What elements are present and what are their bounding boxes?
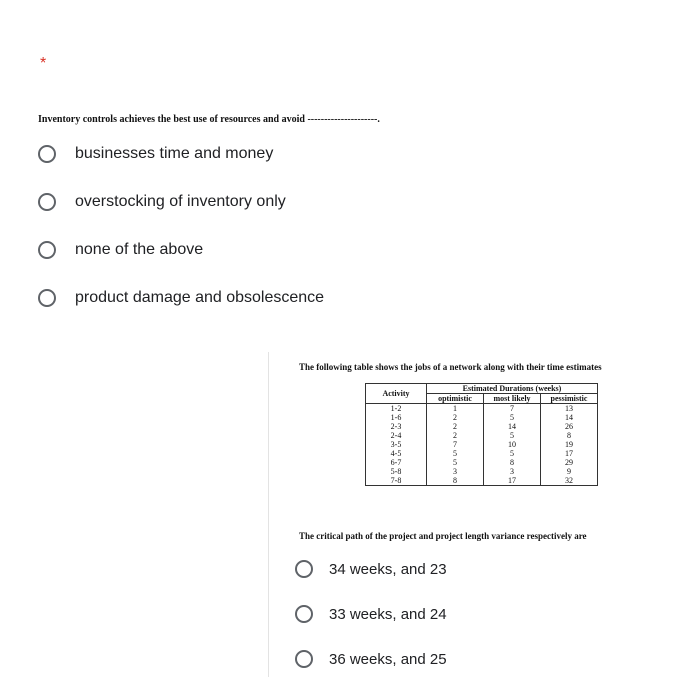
optimistic-cell: 5 [427,449,484,458]
table-row [366,440,598,449]
radio-circle-icon[interactable] [38,145,56,163]
optimistic-cell: 2 [427,431,484,440]
pessimistic-cell: 19 [541,440,598,449]
q1-option-1[interactable] [38,145,273,163]
job-duration-table [365,383,598,486]
radio-circle-icon[interactable] [38,193,56,211]
activity-cell: 3-5 [366,440,427,449]
activity-cell: 5-8 [366,467,427,476]
pessimistic-cell: 32 [541,476,598,486]
activity-cell: 7-8 [366,476,427,486]
q2-option-1[interactable] [295,560,447,578]
activity-header: Activity [366,384,427,404]
radio-circle-icon[interactable] [38,241,56,259]
most-likely-cell: 17 [484,476,541,486]
table-row [366,467,598,476]
activity-cell: 1-6 [366,413,427,422]
optimistic-header: optimistic [427,394,484,404]
q1-option-3-label: none of the above [75,241,204,258]
pessimistic-cell: 26 [541,422,598,431]
table-row [366,413,598,422]
most-likely-cell: 5 [484,431,541,440]
table-row [366,422,598,431]
optimistic-cell: 5 [427,458,484,467]
optimistic-cell: 7 [427,440,484,449]
required-asterisk: * [40,55,47,72]
pessimistic-cell: 14 [541,413,598,422]
pessimistic-cell: 9 [541,467,598,476]
pessimistic-cell: 8 [541,431,598,440]
radio-circle-icon[interactable] [295,560,313,578]
most-likely-cell: 3 [484,467,541,476]
optimistic-cell: 8 [427,476,484,486]
q1-option-4[interactable] [38,289,324,307]
q1-option-4-label: product damage and obsolescence [75,289,325,306]
most-likely-cell: 10 [484,440,541,449]
radio-circle-icon[interactable] [295,605,313,623]
most-likely-cell: 5 [484,413,541,422]
q1-option-2-label: overstocking of inventory only [75,193,286,210]
q2-option-3[interactable] [295,650,447,668]
question2-block [268,352,689,677]
question2-intro: The following table shows the jobs of a network along with their time estimates [299,362,602,372]
optimistic-cell: 1 [427,404,484,414]
table-row [366,476,598,486]
radio-circle-icon[interactable] [38,289,56,307]
q2-option-1-label: 34 weeks, and 23 [329,560,447,578]
most-likely-cell: 5 [484,449,541,458]
pessimistic-cell: 13 [541,404,598,414]
table-row [366,404,598,414]
pessimistic-cell: 17 [541,449,598,458]
table-row [366,458,598,467]
question2-prompt: The critical path of the project and project length variance respectively are [299,531,587,541]
optimistic-cell: 2 [427,422,484,431]
activity-cell: 2-3 [366,422,427,431]
pessimistic-header: pessimistic [541,394,598,404]
radio-circle-icon[interactable] [295,650,313,668]
table-row [366,449,598,458]
q2-option-2[interactable] [295,605,447,623]
q2-option-3-label: 36 weeks, and 25 [329,650,447,668]
most-likely-header: most likely [484,394,541,404]
q1-option-1-label: businesses time and money [75,145,274,162]
activity-cell: 6-7 [366,458,427,467]
table-row [366,431,598,440]
activity-cell: 2-4 [366,431,427,440]
q1-option-3[interactable] [38,241,203,259]
optimistic-cell: 2 [427,413,484,422]
q2-option-2-label: 33 weeks, and 24 [329,605,447,623]
most-likely-cell: 7 [484,404,541,414]
q1-option-2[interactable] [38,193,286,211]
activity-cell: 1-2 [366,404,427,414]
durations-group-header: Estimated Durations (weeks) [427,384,598,394]
most-likely-cell: 8 [484,458,541,467]
activity-cell: 4-5 [366,449,427,458]
most-likely-cell: 14 [484,422,541,431]
optimistic-cell: 3 [427,467,484,476]
pessimistic-cell: 29 [541,458,598,467]
question1-text: Inventory controls achieves the best use of resources and avoid ---------------------. [38,114,380,125]
